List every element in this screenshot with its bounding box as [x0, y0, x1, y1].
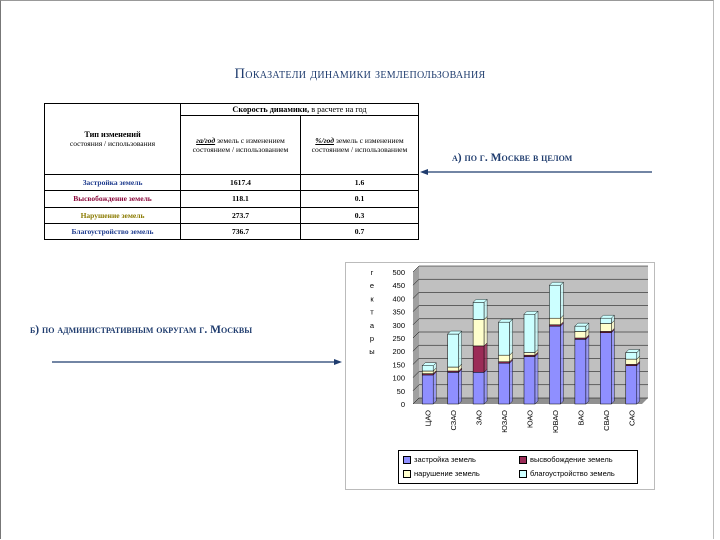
bar-segment	[549, 326, 560, 404]
bar-segment-side	[535, 311, 538, 352]
y-axis-label-letter: к	[370, 294, 374, 304]
x-tick-label: ЮАО	[525, 410, 535, 428]
bar-segment-side	[510, 360, 513, 404]
bar-segment	[448, 372, 459, 404]
bar-segment-side	[484, 317, 487, 346]
bar-segment	[600, 333, 611, 404]
bar-segment	[473, 346, 484, 372]
bar-segment	[626, 359, 637, 364]
row-ha-value: 273.7	[181, 207, 301, 223]
bar-segment	[473, 372, 484, 404]
bar-segment-side	[459, 331, 462, 367]
bar-segment-side	[484, 369, 487, 404]
row-pct-value: 1.6	[301, 175, 419, 191]
label-moscow-total: а) по г. Москве в целом	[452, 152, 573, 164]
y-tick-label: 450	[392, 281, 405, 291]
y-axis-label-letter: г	[370, 268, 374, 277]
bar-segment	[473, 302, 484, 319]
bar-segment	[422, 371, 433, 374]
y-axis-label-letter: е	[369, 281, 375, 291]
row-pct-value: 0.3	[301, 207, 419, 223]
bar-segment-side	[459, 369, 462, 404]
legend-item	[519, 469, 615, 478]
y-tick-label: 400	[392, 294, 405, 304]
bar-segment	[600, 318, 611, 323]
x-tick-label: ЦАО	[423, 410, 433, 427]
bar-segment	[575, 331, 586, 338]
bar-segment-side	[560, 323, 563, 404]
bar-segment	[473, 320, 484, 346]
x-tick-label: САО	[627, 410, 637, 426]
page-title: Показатели динамики землепользования	[234, 66, 486, 82]
legend-swatch	[403, 456, 411, 464]
legend-item	[403, 469, 480, 478]
bar-segment	[422, 366, 433, 371]
x-tick-label: СВАО	[601, 410, 611, 431]
legend-swatch	[403, 470, 411, 478]
bar-segment-side	[611, 330, 614, 404]
y-tick-label: 0	[400, 400, 405, 409]
row-label: Нарушение земель	[45, 207, 181, 223]
row-pct-value: 0.1	[301, 191, 419, 207]
row-ha-value: 1617.4	[181, 175, 301, 191]
bar-segment	[499, 363, 510, 404]
bar-segment	[499, 355, 510, 362]
y-tick-label: 250	[392, 334, 405, 343]
legend-label: застройка земель	[414, 455, 476, 464]
y-axis-label-letter: ы	[369, 347, 375, 357]
bar-segment-side	[586, 336, 589, 404]
legend-label: нарушение земель	[414, 469, 480, 478]
bar-segment	[448, 367, 459, 371]
bar-segment	[524, 356, 535, 404]
row-label: Застройка земель	[45, 175, 181, 191]
header-pct: %/год земель с изменением состоянием / использованием	[301, 116, 419, 175]
bar-segment-side	[637, 363, 640, 404]
y-axis-label-letter: а	[369, 320, 375, 330]
header-type: Тип изменений состояния / использования	[45, 104, 181, 175]
bar-segment-side	[484, 299, 487, 319]
row-ha-value: 736.7	[181, 223, 301, 239]
y-tick-label: 100	[392, 373, 405, 383]
bar-segment-side	[510, 319, 513, 355]
y-axis-label-letter: т	[370, 307, 374, 317]
bar-segment	[549, 318, 560, 325]
header-ha: га/год земель с изменением состоянием / использованием	[181, 116, 301, 175]
bar-segment-side	[484, 343, 487, 372]
bar-segment	[626, 353, 637, 360]
y-tick-label: 50	[396, 386, 405, 396]
row-label: Высвобождение земель	[45, 191, 181, 207]
x-tick-label: ЮВАО	[550, 410, 560, 434]
bar-segment	[575, 326, 586, 331]
row-pct-value: 0.7	[301, 223, 419, 239]
legend-item	[403, 455, 476, 464]
x-tick-label: ВАО	[576, 410, 586, 426]
bar-segment	[524, 314, 535, 352]
y-tick-label: 200	[392, 347, 405, 357]
x-tick-label: ЮЗАО	[500, 410, 510, 433]
bar-segment-side	[535, 353, 538, 404]
bar-segment	[600, 323, 611, 331]
chart-legend	[398, 450, 638, 484]
x-tick-label: ЗАО	[474, 410, 484, 426]
legend-item	[519, 455, 613, 464]
y-axis-label-letter: р	[369, 334, 375, 343]
bar-segment	[549, 285, 560, 318]
bar-segment	[499, 322, 510, 355]
bar-segment	[422, 375, 433, 404]
legend-swatch	[519, 456, 527, 464]
bar-segment	[626, 366, 637, 404]
legend-label: высвобождение земель	[530, 455, 613, 464]
y-tick-label: 300	[392, 320, 405, 330]
bar-segment	[575, 339, 586, 404]
legend-swatch	[519, 470, 527, 478]
label-districts: б) по административным округам г. Москвы	[30, 324, 253, 336]
x-tick-label: СЗАО	[449, 410, 459, 431]
bar-segment	[448, 334, 459, 367]
bar-segment-side	[560, 282, 563, 318]
legend-label: благоустройство земель	[530, 469, 615, 478]
bar-segment-side	[433, 372, 436, 404]
row-ha-value: 118.1	[181, 191, 301, 207]
row-label: Благоустройство земель	[45, 223, 181, 239]
y-tick-label: 500	[392, 268, 405, 277]
bar-segment	[524, 353, 535, 356]
y-tick-label: 150	[392, 360, 405, 370]
y-tick-label: 350	[392, 307, 405, 317]
header-speed: Скорость динамики, в расчете на год	[181, 104, 419, 116]
